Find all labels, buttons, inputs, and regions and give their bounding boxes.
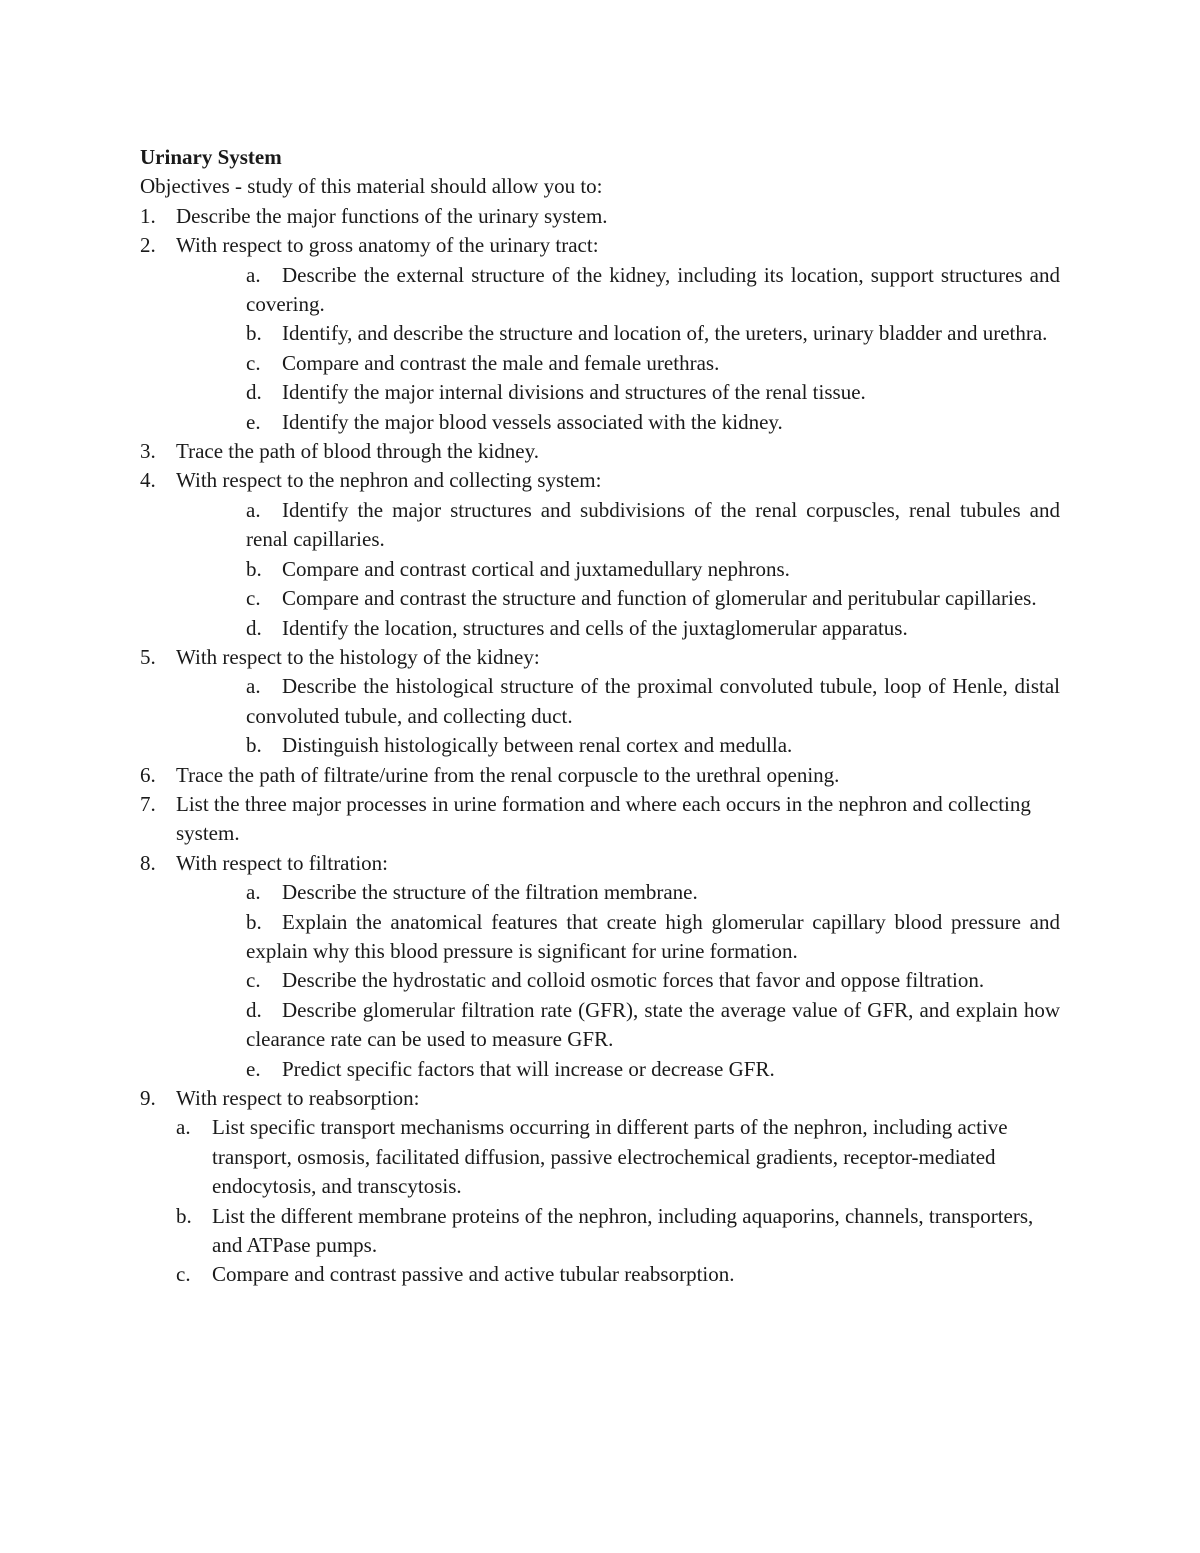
sub-objective-item [176,1202,1060,1261]
objective-item [140,466,1060,642]
sub-objective-text: Describe the structure of the filtration membrane. [282,880,698,905]
objective-text: Trace the path of blood through the kidney. [176,439,539,464]
page-title: Urinary System [140,145,282,169]
sub-objective-item [246,555,1060,584]
sub-objective-item [246,1055,1060,1084]
sub-objective-item [246,996,1060,1055]
objective-text: With respect to reabsorption: [176,1086,420,1110]
sub-objective-list [176,261,1060,437]
sub-objective-list [176,672,1060,760]
objective-number: 1. [140,203,156,228]
objective-number: 8. [140,850,156,875]
sub-objective-item [246,614,1060,643]
objective-text: With respect to the nephron and collecting system: [176,468,602,493]
objective-item [140,849,1060,1084]
sub-objective-item [246,261,1060,320]
sub-objective-item [246,378,1060,407]
objective-item [140,1084,1060,1290]
sub-objective-text: Distinguish histologically between renal cortex and medulla. [282,733,793,758]
sub-objective-text: Compare and contrast the structure and function of glomerular and peritubular capillaries. [282,586,1037,611]
sub-objective-item [246,319,1060,348]
objective-item [140,761,1060,790]
sub-objective-letter: e. [246,409,261,434]
sub-objective-item [246,672,1060,731]
objectives-content [140,143,1060,1290]
sub-objective-text: Identify, and describe the structure and location of, the ureters, urinary bladder and urethra. [282,321,1048,346]
sub-objective-item [246,878,1060,907]
objective-text: Describe the major functions of the urinary system. [176,203,608,228]
objective-item [140,231,1060,437]
objective-text: With respect to gross anatomy of the urinary tract: [176,233,599,258]
objective-item [140,202,1060,231]
sub-objective-letter: a. [246,880,261,905]
objective-number: 2. [140,233,156,258]
objective-text: Trace the path of filtrate/urine from the renal corpuscle to the urethral opening. [176,762,840,787]
sub-objective-letter: b. [246,733,262,758]
sub-objective-text: Identify the location, structures and cells of the juxtaglomerular apparatus. [282,615,908,640]
objective-number: 9. [140,1086,156,1110]
sub-objective-letter: b. [246,909,262,934]
sub-objective-item [246,496,1060,555]
objective-item [140,437,1060,466]
objective-text: List the three major processes in urine formation and where each occurs in the nephron and collecting system. [176,791,1031,846]
sub-objective-letter: d. [246,380,262,405]
objective-item [140,643,1060,761]
objective-text: With respect to the histology of the kidney: [176,644,540,669]
sub-objective-letter: e. [246,1056,261,1081]
sub-objective-letter: c. [246,968,261,993]
sub-objective-letter: a. [246,497,261,522]
sub-objective-text: List the different membrane proteins of the nephron, including aquaporins, channels, transporters, and ATPase pumps. [212,1203,1034,1258]
sub-objective-letter: b. [176,1203,192,1228]
sub-objective-text: List specific transport mechanisms occurring in different parts of the nephron, including active transport, osmosis, facilitated diffusion, passive electrochemical gradients, receptor-mediated endocytosis, and transcytosis. [212,1115,1008,1199]
objective-text: With respect to filtration: [176,850,389,875]
sub-objective-text: Describe glomerular filtration rate (GFR), state the average value of GFR, and explain how clearance rate can be used to measure GFR. [246,997,1060,1052]
sub-objective-text: Describe the hydrostatic and colloid osmotic forces that favor and oppose filtration. [282,968,985,993]
sub-objective-text: Predict specific factors that will increase or decrease GFR. [282,1056,775,1081]
sub-objective-list [176,1113,1060,1289]
sub-objective-letter: c. [246,586,261,611]
sub-objective-item [246,584,1060,613]
sub-objective-text: Identify the major blood vessels associated with the kidney. [282,409,783,434]
objective-number: 7. [140,791,156,816]
sub-objective-text: Explain the anatomical features that create high glomerular capillary blood pressure and explain why this blood pressure is significant for urine formation. [246,909,1060,963]
sub-objective-item [176,1260,1060,1289]
sub-objective-letter: d. [246,615,262,640]
sub-objective-letter: c. [246,350,261,375]
objective-number: 4. [140,468,156,493]
sub-objective-item [246,908,1060,967]
sub-objective-letter: d. [246,997,262,1022]
sub-objective-letter: b. [246,556,262,581]
sub-objective-letter: b. [246,321,262,346]
sub-objective-text: Identify the major structures and subdivisions of the renal corpuscles, renal tubules and renal capillaries. [246,497,1060,552]
sub-objective-list [176,878,1060,1084]
sub-objective-item [246,731,1060,760]
intro-text: Objectives - study of this material should allow you to: [140,174,603,199]
sub-objective-list [176,496,1060,643]
sub-objective-text: Compare and contrast cortical and juxtamedullary nephrons. [282,556,790,581]
sub-objective-item [246,349,1060,378]
sub-objective-text: Describe the histological structure of the proximal convoluted tubule, loop of Henle, distal convoluted tubule, and collecting duct. [246,674,1060,728]
sub-objective-text: Identify the major internal divisions and structures of the renal tissue. [282,380,866,405]
objective-number: 5. [140,644,156,669]
sub-objective-text: Describe the external structure of the kidney, including its location, support structures and covering. [246,262,1060,317]
sub-objective-text: Compare and contrast the male and female urethras. [282,350,720,375]
sub-objective-letter: a. [246,262,261,287]
sub-objective-letter: a. [176,1115,191,1140]
objective-item [140,790,1060,849]
objective-number: 6. [140,762,156,787]
sub-objective-item [176,1113,1060,1201]
sub-objective-letter: a. [246,674,261,699]
sub-objective-text: Compare and contrast passive and active tubular reabsorption. [212,1262,735,1287]
sub-objective-item [246,966,1060,995]
sub-objective-letter: c. [176,1262,191,1287]
objectives-list [140,202,1060,1290]
objective-number: 3. [140,439,156,464]
sub-objective-item [246,408,1060,437]
